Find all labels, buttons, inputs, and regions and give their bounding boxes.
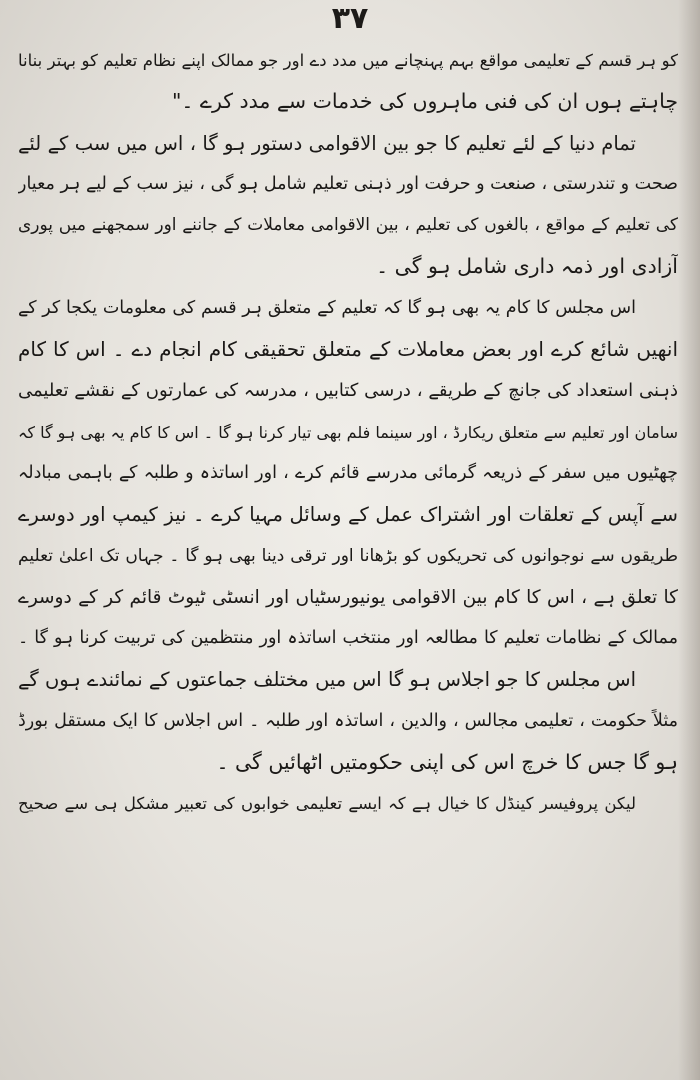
text-line: مثلاً حکومت ، تعلیمی مجالس ، والدین ، اساتذہ اور طلبہ ۔ اس اجلاس کا ایک مستقل بورڈ bbox=[18, 710, 678, 731]
text-line: چاہتے ہوں ان کی فنی ماہروں کی خدمات سے مدد کرے ۔" bbox=[171, 89, 678, 114]
text-line: کا تعلق ہے ، اس کا کام بین الاقوامی یونیورسٹیاں اور انسٹی ٹیوٹ قائم کر کے دوسرے bbox=[18, 586, 678, 608]
text-line: کی تعلیم کے مواقع ، بالغوں کی تعلیم ، بین الاقوامی معاملات کے جاننے اور سمجھنے میں پوری bbox=[18, 215, 678, 236]
text-line: طریقوں سے نوجوانوں کی تحریکوں کو بڑھانا اور ترقی دینا بھی ہو گا ۔ جہاں تک اعلیٰ تعلیم bbox=[18, 545, 678, 566]
text-line: انھیں شائع کرے اور بعض معاملات کے متعلق تحقیقی کام انجام دے ۔ اس کا کام bbox=[18, 337, 678, 362]
body-text bbox=[18, 40, 678, 825]
page-number: ۳۷ bbox=[331, 1, 369, 36]
text-line: سے آپس کے تعلقات اور اشتراک عمل کے وسائل مہیا کرے ۔ نیز کیمپ اور دوسرے bbox=[18, 503, 678, 527]
text-line: آزادی اور ذمہ داری شامل ہو گی ۔ bbox=[376, 254, 678, 279]
page-edge-shadow bbox=[678, 0, 700, 1080]
text-line: سامان اور تعلیم سے متعلق ریکارڈ ، اور سینما فلم بھی تیار کرنا ہو گا ۔ اس کا کام یہ بھی ہو گا کہ bbox=[18, 422, 678, 442]
text-line: اس مجلس کا کام یہ بھی ہو گا کہ تعلیم کے متعلق ہر قسم کی معلومات یکجا کر کے bbox=[18, 297, 636, 318]
text-line: لیکن پروفیسر کینڈل کا خیال ہے کہ ایسے تعلیمی خوابوں کی تعبیر مشکل ہی سے صحیح bbox=[18, 794, 636, 814]
text-line: کو ہر قسم کے تعلیمی مواقع بہم پہنچانے میں مدد دے اور جو ممالک اپنے نظام تعلیم کو بہتر بنانا bbox=[18, 51, 678, 70]
text-line: ممالک کے نظامات تعلیم کا مطالعہ اور منتخب اساتذہ اور منتظمین کی تربیت کرنا ہو گا ۔ bbox=[18, 628, 678, 649]
text-line: اس مجلس کا جو اجلاس ہو گا اس میں مختلف جماعتوں کے نمائندے ہوں گے bbox=[18, 668, 636, 692]
text-line: ذہنی استعداد کی جانچ کے طریقے ، درسی کتابیں ، مدرسہ کی عمارتوں کے نقشے تعلیمی bbox=[18, 380, 678, 402]
text-line: ہو گا جس کا خرچ اس کی اپنی حکومتیں اٹھائیں گی ۔ bbox=[216, 750, 678, 775]
text-line: چھٹیوں میں سفر کے ذریعہ گرمائی مدرسے قائم کرے ، اور اساتذہ و طلبہ کے باہمی مبادلہ bbox=[18, 462, 678, 483]
text-line: تمام دنیا کے لئے تعلیم کا جو بین الاقوامی دستور ہو گا ، اس میں سب کے لئے bbox=[18, 131, 636, 155]
text-line: صحت و تندرستی ، صنعت و حرفت اور ذہنی تعلیم شامل ہو گی ، نیز سب کے لیے ہر معیار bbox=[18, 173, 678, 194]
